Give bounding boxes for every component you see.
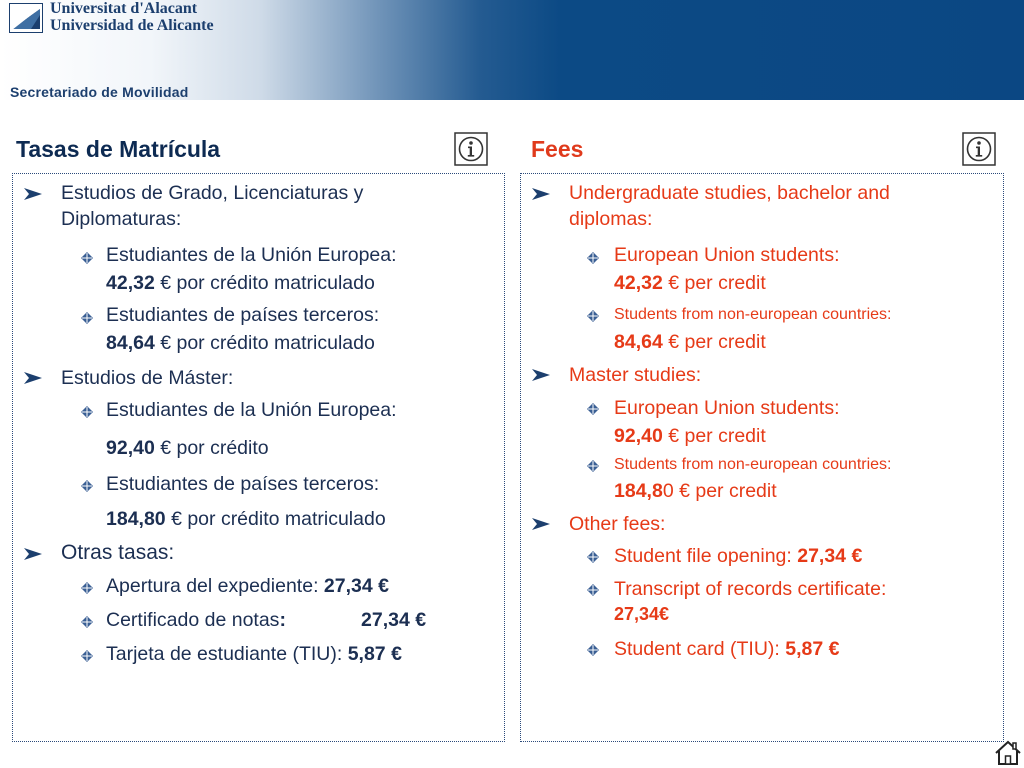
diamond-bullet-icon xyxy=(81,480,93,492)
fee-student-card-amount: 5,87 € xyxy=(347,643,402,665)
home-icon[interactable] xyxy=(994,740,1022,766)
spanish-title: Tasas de Matrícula xyxy=(16,136,221,162)
fee-transcript xyxy=(106,606,286,634)
master-third-amount-en: 184,8 xyxy=(614,480,663,502)
grado-heading-line2: Diplomaturas: xyxy=(61,208,182,230)
master-third-amount-rest-en: 0 xyxy=(662,480,674,502)
ug-third-label: Students from non-european countries: xyxy=(614,306,892,323)
info-icon[interactable] xyxy=(962,132,996,166)
fee-file-opening-label: Apertura del expediente: xyxy=(106,575,324,597)
arrow-bullet-icon xyxy=(531,368,551,382)
master-third-rate xyxy=(106,505,386,533)
diamond-bullet-icon xyxy=(587,551,599,563)
fee-transcript-colon: : xyxy=(279,609,286,631)
ug-eu-label: European Union students: xyxy=(614,244,840,266)
master-eu-suffix: € por crédito xyxy=(154,437,269,459)
info-icon[interactable] xyxy=(454,132,488,166)
diamond-bullet-icon xyxy=(587,252,599,264)
diamond-bullet-icon xyxy=(81,252,93,264)
fee-file-opening-amount: 27,34 € xyxy=(323,575,389,597)
master-third-suffix: € por crédito matriculado xyxy=(165,508,386,530)
fee-student-card-en xyxy=(614,635,839,663)
ug-eu-item xyxy=(614,241,840,297)
ug-third-amount: 84,64 xyxy=(614,331,663,353)
fee-file-opening-en xyxy=(614,542,862,570)
master-studies-heading: Master studies: xyxy=(569,364,702,386)
diamond-bullet-icon xyxy=(587,460,599,472)
master-eu-label-en: European Union students: xyxy=(614,397,840,419)
fee-transcript-amount-en: 27,34€ xyxy=(614,604,670,624)
diamond-bullet-icon xyxy=(587,310,599,322)
master-third-label: Estudiantes de países terceros: xyxy=(106,473,380,495)
fee-student-card-label-en: Student card (TIU): xyxy=(614,638,786,660)
grado-heading xyxy=(61,180,363,232)
undergraduate-heading-line2: diplomas: xyxy=(569,208,653,230)
university-name xyxy=(50,0,214,34)
master-third-label-en: Students from non-european countries: xyxy=(614,456,892,473)
diamond-bullet-icon xyxy=(81,406,93,418)
fee-transcript-en xyxy=(614,575,886,625)
grado-third-suffix: € por crédito matriculado xyxy=(154,332,375,354)
arrow-bullet-icon xyxy=(531,517,551,531)
ug-eu-suffix: € per credit xyxy=(662,272,766,294)
grado-eu-label: Estudiantes de la Unión Europea: xyxy=(106,244,397,266)
master-eu-amount-en: 92,40 xyxy=(614,425,663,447)
arrow-bullet-icon xyxy=(23,547,43,561)
grado-third-amount: 84,64 xyxy=(106,332,155,354)
diamond-bullet-icon xyxy=(81,312,93,324)
grado-eu-item xyxy=(106,241,397,297)
spanish-fees-panel xyxy=(12,173,505,742)
grado-eu-suffix: € por crédito matriculado xyxy=(154,272,375,294)
english-title: Fees xyxy=(531,136,584,162)
arrow-bullet-icon xyxy=(23,187,43,201)
fee-file-opening-label-en: Student file opening: xyxy=(614,545,798,567)
university-name-line1: Universitat d'Alacant xyxy=(50,0,198,17)
fee-file-opening xyxy=(106,572,389,600)
diamond-bullet-icon xyxy=(81,616,93,628)
fee-file-opening-amount-en: 27,34 € xyxy=(797,545,863,567)
arrow-bullet-icon xyxy=(531,187,551,201)
fee-student-card-label: Tarjeta de estudiante (TIU): xyxy=(106,643,348,665)
master-third-suffix-en: € per credit xyxy=(673,480,777,502)
fee-student-card xyxy=(106,640,402,668)
fee-student-card-amount-en: 5,87 € xyxy=(785,638,840,660)
fee-transcript-label: Certificado de notas xyxy=(106,609,280,631)
master-eu-item xyxy=(614,394,840,450)
department-name: Secretariado de Movilidad xyxy=(10,84,189,100)
grado-third-item xyxy=(106,301,379,357)
diamond-bullet-icon xyxy=(587,644,599,656)
ug-eu-amount: 42,32 xyxy=(614,272,663,294)
other-fees-heading-en: Other fees: xyxy=(569,513,666,535)
fee-transcript-label-en: Transcript of records certificate: xyxy=(614,578,887,600)
ug-third-rate xyxy=(614,328,766,356)
diamond-bullet-icon xyxy=(81,650,93,662)
master-heading: Estudios de Máster: xyxy=(61,367,234,389)
diamond-bullet-icon xyxy=(587,584,599,596)
diamond-bullet-icon xyxy=(81,582,93,594)
master-third-amount: 184,80 xyxy=(106,508,166,530)
other-fees-heading: Otras tasas: xyxy=(61,541,175,564)
master-eu-suffix-en: € per credit xyxy=(662,425,766,447)
master-eu-label: Estudiantes de la Unión Europea: xyxy=(106,399,397,421)
arrow-bullet-icon xyxy=(23,371,43,385)
grado-eu-amount: 42,32 xyxy=(106,272,155,294)
english-fees-panel xyxy=(520,173,1004,742)
undergraduate-heading xyxy=(569,180,890,232)
university-name-line2: Universidad de Alicante xyxy=(50,17,214,34)
university-logo-icon xyxy=(9,3,43,33)
undergraduate-heading-line1: Undergraduate studies, bachelor and xyxy=(569,182,890,204)
grado-heading-line1: Estudios de Grado, Licenciaturas y xyxy=(61,182,364,204)
master-eu-rate xyxy=(106,434,269,462)
grado-third-label: Estudiantes de países terceros: xyxy=(106,304,380,326)
diamond-bullet-icon xyxy=(587,403,599,415)
master-third-rate-en xyxy=(614,477,777,505)
header-banner xyxy=(0,0,1024,100)
fee-transcript-amount: 27,34 € xyxy=(361,609,427,631)
ug-third-suffix: € per credit xyxy=(662,331,766,353)
master-eu-amount: 92,40 xyxy=(106,437,155,459)
